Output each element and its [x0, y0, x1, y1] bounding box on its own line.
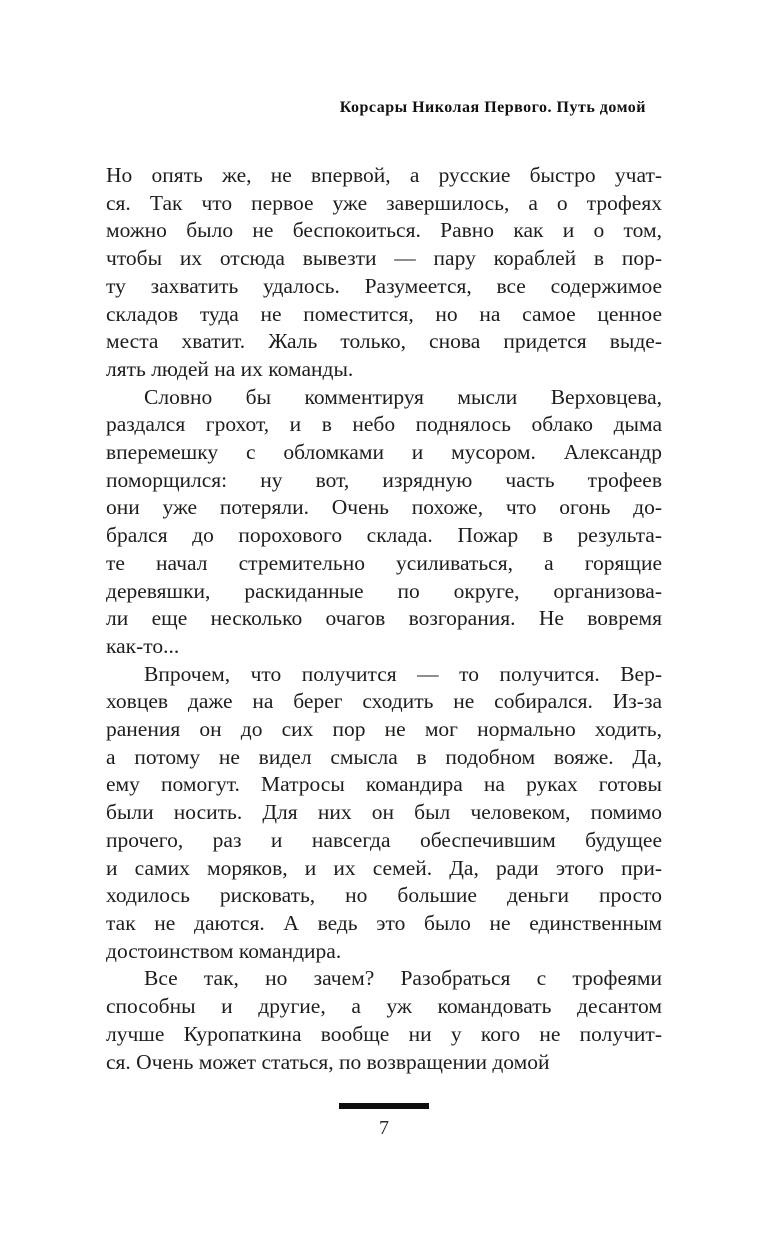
text-line: можно было не беспокоиться. Равно как и о том, [106, 218, 662, 243]
paragraph [106, 965, 662, 1076]
text-line: как-то... [106, 633, 180, 658]
text-line: те начал стремительно усиливаться, а горящие [106, 550, 662, 575]
text-line: ся. Так что первое уже завершилось, а о трофеях [106, 190, 662, 215]
text-line: а потому не видел смысла в подобном вояже. Да, [106, 744, 662, 769]
running-header: Корсары Николая Первого. Путь домой [339, 99, 646, 116]
text-line: ся. Очень может статься, по возвращении домой [106, 1049, 550, 1074]
text-line: Все так, но зачем? Разобраться с трофеями [144, 966, 662, 991]
text-line: Но опять же, не впервой, а русские быстро учат- [106, 163, 662, 187]
paragraph [106, 384, 662, 661]
text-line: лять людей на их команды. [106, 356, 354, 381]
text-line: и самих моряков, и их семей. Да, ради этого при- [106, 855, 662, 880]
text-line: вперемешку с обломками и мусором. Александр [106, 440, 662, 465]
text-line: способны и другие, а уж командовать десантом [106, 994, 662, 1019]
text-line: лучше Куропаткина вообще ни у кого не получит- [106, 1021, 662, 1046]
paragraph [106, 661, 662, 966]
page-body [106, 162, 662, 1076]
text-line: брался до порохового склада. Пожар в результа- [106, 523, 662, 548]
text-line: раздался грохот, и в небо поднялось облако дыма [106, 412, 662, 437]
page-footer [0, 1103, 768, 1140]
text-line: достоинством командира. [106, 938, 342, 963]
text-line: так не даются. А ведь это было не единственным [106, 910, 662, 935]
paragraph [106, 162, 662, 384]
text-line: складов туда не поместится, но на самое ценное [106, 301, 662, 326]
text-line: деревяшки, раскиданные по округе, организова- [106, 578, 662, 603]
text-line: поморщился: ну вот, изрядную часть трофеев [106, 467, 662, 492]
text-line: были носить. Для них он был человеком, помимо [106, 800, 662, 825]
page-number: 7 [379, 1117, 389, 1139]
text-line: Словно бы комментируя мысли Верховцева, [144, 384, 662, 409]
text-line: ему помогут. Матросы командира на руках готовы [106, 772, 662, 797]
text-line: ранения он до сих пор не мог нормально ходить, [106, 717, 662, 742]
text-line: ховцев даже на берег сходить не собирался. Из-за [106, 689, 662, 714]
text-line: места хватит. Жаль только, снова придется выде- [106, 329, 662, 354]
text-line: ходилось рисковать, но большие деньги просто [106, 883, 662, 908]
text-line: они уже потеряли. Очень похоже, что огонь до- [106, 495, 662, 520]
text-line: прочего, раз и навсегда обеспечившим будущее [106, 827, 662, 852]
text-line: ту захватить удалось. Разумеется, все содержимое [106, 273, 662, 298]
text-line: чтобы их отсюда вывезти — пару кораблей в пор- [106, 246, 662, 271]
text-line: ли еще несколько очагов возгорания. Не вовремя [106, 606, 662, 631]
footer-rule [339, 1103, 429, 1109]
text-line: Впрочем, что получится — то получится. Вер- [144, 661, 662, 686]
